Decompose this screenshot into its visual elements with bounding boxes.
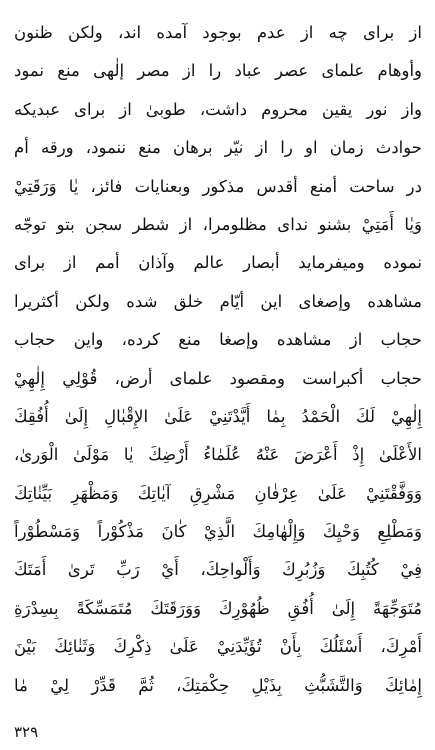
text-line: الأَعْلَىٰ إِذْ أَعْرَضَ عَنْهُ عُلَمٰاءُ أَرْضِكَ يٰا مَوْلَىٰ الْوَرىٰ،: [14, 445, 422, 465]
text-line: در ساحت أمنع أقدس مذکور وبعنایات فائز، یٰا وَرَقَتِيْ: [14, 176, 422, 196]
text-line: وَمَطْلِعِ وَحْيِكَ وَإِلْهٰامِكَ الَّذِيْ كٰانَ مَذْكُوْراً وَمَسْطُوْراً: [14, 522, 422, 542]
text-line: نموده ومیفرماید أبصار عالم وآذان أمم از برای: [14, 253, 422, 273]
text-line: إِلٰهِيْ لَكَ الْحَمْدُ بِمٰا أَيَّدْتَنِيْ عَلَىٰ الإِقْبٰالِ إِلَىٰ أُفُقِكَ: [14, 406, 422, 426]
text-line: واز نور یقین محروم داشت، طوبیٰ از برای عبدیکه: [14, 99, 422, 119]
text-line: أَمْرِكَ، أَسْئَلُكَ بِأَنْ تُؤَيِّدَنِيْ عَلَىٰ ذِكْرِكَ وَثَنٰائِكَ بَيْنَ: [14, 637, 422, 657]
text-line: إِمٰائِكَ وَالتَّشَبُّثِ بِذَيْلِ حِكْمَتِكَ، ثُمَّ قَدِّرْ لِيْ مٰا: [14, 675, 422, 695]
text-line: مشاهده وإصغای این أیّام خلق شده ولکن أکثریرا: [14, 291, 422, 311]
page-number: ۳۲۹: [14, 723, 39, 741]
text-line: وأوهام علمای عصر عباد را از مصر إلٰهی منع نمود: [14, 61, 422, 81]
text-line: وَيٰا أَمَتِيْ بشنو ندای مظلومرا، از شطر سجن بتو توجّه: [14, 214, 422, 234]
text-line: حجاب از مشاهده وإصغا منع کرده، واین حجاب: [14, 330, 422, 350]
text-line: فِيْ كُتُبِكَ وَزُبُرِكَ وَأَلْواحِكَ، أَيْ رَبِّ تَرىٰ أَمَتَكَ: [14, 560, 422, 580]
text-line: مُتَوَجِّهَةً إِلَىٰ أُفُقِ ظُهُوْرِكَ وَوَرَقَتَكَ مُتَمَسِّكَةً بِسِدْرَةِ: [14, 598, 422, 618]
text-line: وَوَفَّقْتَنِيْ عَلَىٰ عِرْفٰانِ مَشْرِقِ آيٰاتِكَ وَمَظْهَرِ بَيِّنٰاتِكَ: [14, 483, 422, 503]
text-line: حجاب أکبراست ومقصود علمای أرض، قُوْلِي إِلٰهِيْ: [14, 368, 422, 388]
body-text: [14, 14, 422, 705]
text-line: از برای چه از عدم بوجود آمده اند، ولکن ظنون: [14, 23, 422, 42]
text-line: حوادث زمان او را از نیّر برهان منع ننمود، ورقه أم: [14, 138, 422, 158]
